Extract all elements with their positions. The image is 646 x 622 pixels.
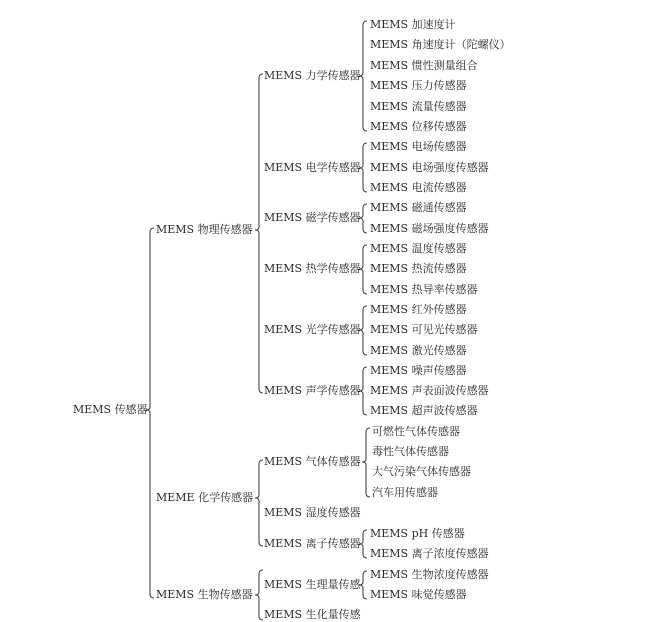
group-label-mechanical: MEMS 力学传感器 [264, 69, 361, 82]
leaf-label: 汽车用传感器 [372, 486, 438, 499]
leaf-label: MEMS 生物浓度传感器 [370, 568, 489, 581]
leaf-label: MEMS 红外传感器 [370, 303, 467, 316]
leaf-label: MEMS 离子浓度传感器 [370, 547, 489, 560]
category-label-physical: MEMS 物理传感器 [156, 223, 253, 236]
tree-root-label: MEMS 传感器 [73, 403, 148, 416]
leaf-label: MEMS 超声波传感器 [370, 404, 478, 417]
chemical-bracket [255, 460, 263, 546]
leaf-label: MEMS 声表面波传感器 [370, 384, 489, 397]
group-label-humidity: MEMS 湿度传感器 [264, 506, 361, 519]
gas-bracket [362, 428, 370, 497]
group-label-gas: MEMS 气体传感器 [264, 455, 361, 468]
leaf-label: MEMS 加速度计 [370, 18, 456, 31]
group-label-electrical: MEMS 电学传感器 [264, 161, 361, 174]
leaf-label: MEMS 压力传感器 [370, 79, 467, 92]
leaf-label: 毒性气体传感器 [372, 445, 449, 458]
leaf-label: MEMS 热流传感器 [370, 262, 467, 275]
leaf-label: MEMS 可见光传感器 [370, 323, 478, 336]
leaf-label: MEMS 位移传感器 [370, 120, 467, 133]
group-label-magnetic: MEMS 磁学传感器 [264, 211, 361, 224]
leaf-label: MEMS 味觉传感器 [370, 588, 467, 601]
group-label-optical: MEMS 光学传感器 [264, 323, 361, 336]
leaf-label: 可燃性气体传感器 [372, 425, 460, 438]
group-label-thermal: MEMS 热学传感器 [264, 262, 361, 275]
category-label-biological: MEMS 生物传感器 [156, 588, 253, 601]
leaf-label: MEMS 噪声传感器 [370, 364, 467, 377]
leaf-label: MEMS 惯性测量组合 [370, 59, 478, 72]
physical-bracket [255, 74, 263, 393]
leaf-label: MEMS 热导率传感器 [370, 283, 478, 296]
group-label-ion: MEMS 离子传感器 [264, 537, 361, 550]
leaf-label: MEMS 角速度计（陀螺仪） [370, 38, 511, 51]
leaf-label: MEMS 激光传感器 [370, 344, 467, 357]
leaf-label: MEMS 温度传感器 [370, 242, 467, 255]
leaf-label: MEMS pH 传感器 [370, 527, 465, 540]
group-label-physiological: MEMS 生理量传感 [264, 578, 361, 591]
leaf-label: 大气污染气体传感器 [372, 465, 471, 478]
leaf-label: MEMS 磁场强度传感器 [370, 222, 489, 235]
leaf-label: MEMS 电场传感器 [370, 140, 467, 153]
leaf-label: MEMS 流量传感器 [370, 100, 467, 113]
leaf-label: MEMS 磁通传感器 [370, 201, 467, 214]
leaf-label: MEMS 电场强度传感器 [370, 161, 489, 174]
group-label-biochemical: MEMS 生化量传感 [264, 608, 361, 621]
biological-bracket [255, 570, 263, 620]
group-label-acoustic: MEMS 声学传感器 [264, 384, 361, 397]
category-label-chemical: MEME 化学传感器 [156, 491, 254, 504]
leaf-label: MEMS 电流传感器 [370, 181, 467, 194]
